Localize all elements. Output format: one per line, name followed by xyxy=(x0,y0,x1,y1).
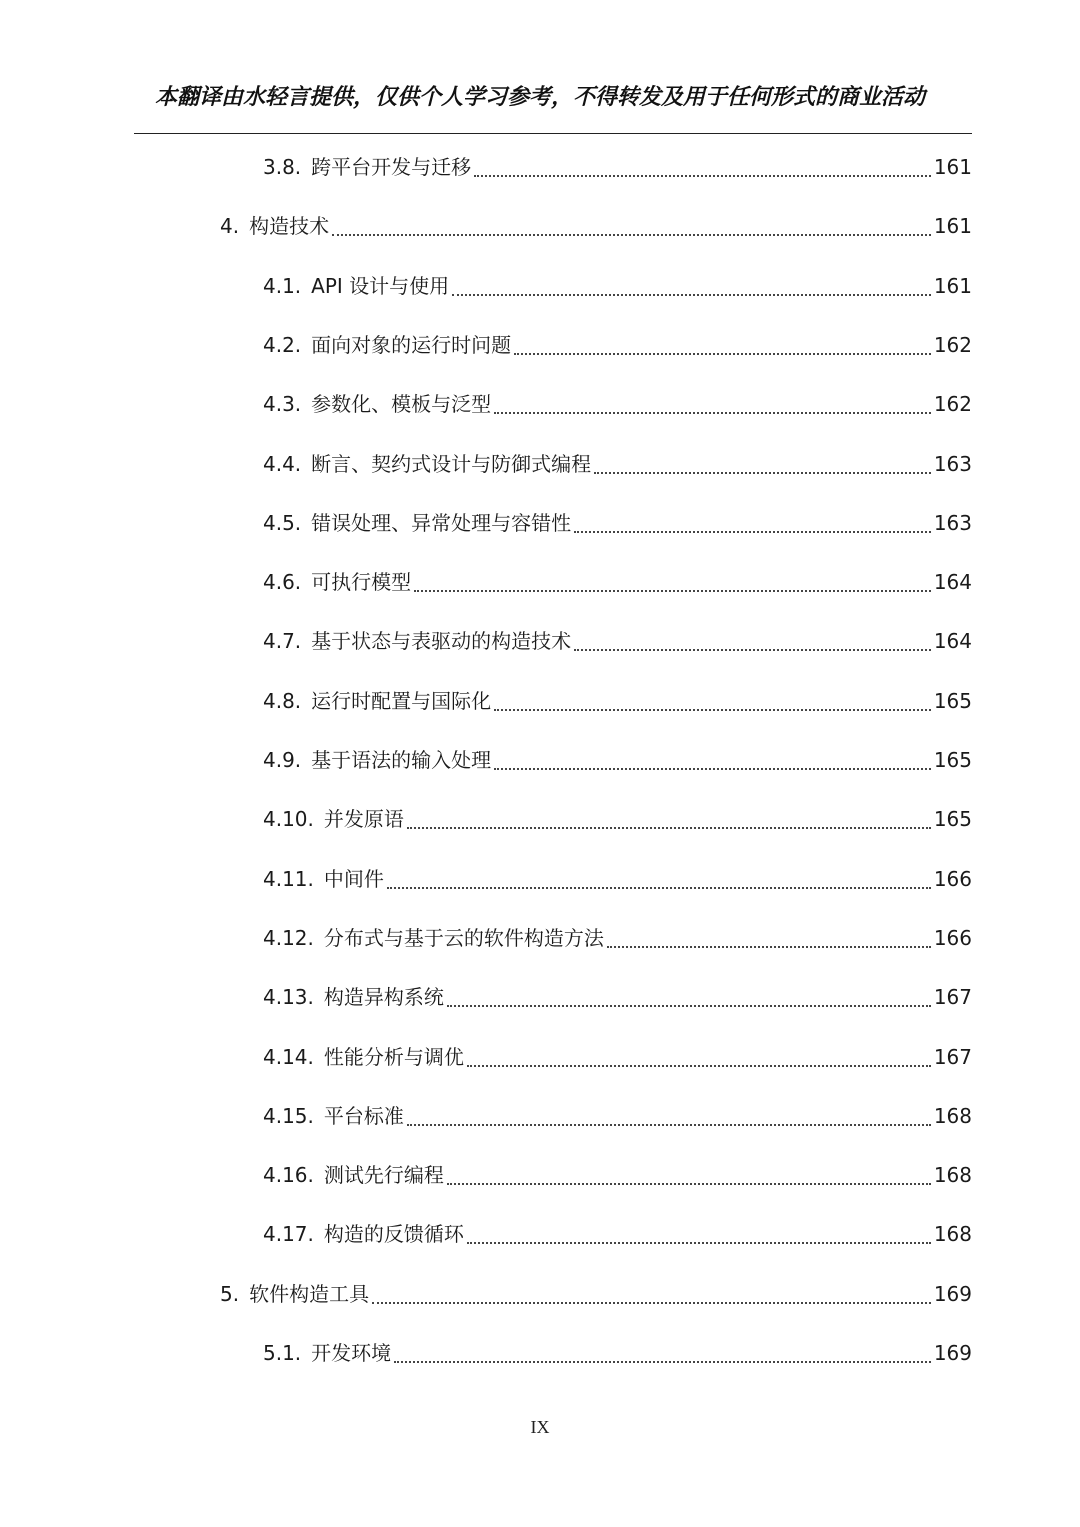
toc-entry-title: 跨平台开发与迁移 xyxy=(311,155,472,179)
toc-entry[interactable] xyxy=(220,211,972,241)
toc-entry-number: 4.1. xyxy=(263,273,302,298)
toc-entry-title: 构造的反馈循环 xyxy=(323,1222,464,1247)
toc-entry-title: 基于状态与表驱动的构造技术 xyxy=(311,629,572,654)
toc-dot-leader xyxy=(514,353,931,355)
toc-entry-title: 构造异构系统 xyxy=(323,985,444,1010)
toc-entry-number: 5.1. xyxy=(263,1341,302,1365)
toc-dot-leader xyxy=(414,590,931,592)
toc-entry-number: 4.10. xyxy=(263,807,314,832)
toc-dot-leader xyxy=(447,1183,931,1185)
toc-dot-leader xyxy=(407,827,931,829)
toc-entry-number: 4.2. xyxy=(263,332,302,357)
toc-entry[interactable] xyxy=(263,330,972,360)
page-number: IX xyxy=(530,1417,550,1437)
toc-entry[interactable] xyxy=(263,271,972,301)
toc-dot-leader xyxy=(394,1361,931,1363)
toc-entry-page: 162 xyxy=(933,392,972,417)
toc-entry[interactable] xyxy=(263,982,972,1012)
toc-entry[interactable] xyxy=(263,1338,972,1368)
toc-dot-leader xyxy=(494,768,931,770)
toc-entry[interactable] xyxy=(263,389,972,419)
toc-entry-title: 平台标准 xyxy=(323,1103,404,1128)
toc-entry-page: 164 xyxy=(933,570,972,595)
toc-entry-title: 可执行模型 xyxy=(311,570,412,595)
toc-entry-page: 165 xyxy=(933,688,972,713)
toc-entry-number: 4.13. xyxy=(263,985,314,1010)
toc-dot-leader xyxy=(494,412,931,414)
toc-entry-page: 169 xyxy=(933,1341,972,1365)
toc-entry-title: 构造技术 xyxy=(249,214,330,239)
toc-entry-title: 分布式与基于云的软件构造方法 xyxy=(323,925,604,950)
toc-entry-title: 测试先行编程 xyxy=(323,1163,444,1188)
toc-entry[interactable] xyxy=(263,864,972,894)
toc-entry[interactable] xyxy=(263,804,972,834)
toc-entry-page: 168 xyxy=(933,1163,972,1188)
toc-dot-leader xyxy=(387,887,931,889)
toc-entry[interactable] xyxy=(263,686,972,716)
toc-entry[interactable] xyxy=(263,626,972,656)
toc-entry-page: 166 xyxy=(933,866,972,891)
toc-entry-page: 165 xyxy=(933,807,972,832)
toc-entry-page: 161 xyxy=(933,155,972,179)
toc-entry-title: 中间件 xyxy=(323,866,384,891)
toc-entry-title: API 设计与使用 xyxy=(311,273,450,298)
toc-entry-page: 166 xyxy=(933,925,972,950)
toc-entry-page: 168 xyxy=(933,1222,972,1247)
header-notice: 本翻译由水轻言提供，仅供个人学习参考，不得转发及用于任何形式的商业活动 xyxy=(154,85,925,110)
toc-entry-title: 参数化、模板与泛型 xyxy=(311,392,492,417)
toc-entry-number: 4.3. xyxy=(263,392,302,417)
toc-dot-leader xyxy=(467,1242,931,1244)
toc-dot-leader xyxy=(332,234,931,236)
toc-entry-page: 163 xyxy=(933,510,972,535)
toc-dot-leader xyxy=(467,1065,931,1067)
toc-entry-number: 4.9. xyxy=(263,748,302,772)
toc-entry-page: 167 xyxy=(933,985,972,1010)
toc-entry-number: 4. xyxy=(220,214,240,239)
toc-entry[interactable] xyxy=(263,152,972,182)
toc-dot-leader xyxy=(474,175,931,177)
toc-entry-page: 167 xyxy=(933,1044,972,1069)
toc-entry-page: 163 xyxy=(933,451,972,476)
toc-entry-number: 4.7. xyxy=(263,629,302,654)
toc-entry[interactable] xyxy=(263,745,972,775)
toc-entry-title: 基于语法的输入处理 xyxy=(311,748,492,772)
toc-entry-title: 并发原语 xyxy=(323,807,404,832)
toc-entry-number: 4.16. xyxy=(263,1163,314,1188)
toc-entry-page: 165 xyxy=(933,748,972,772)
toc-entry[interactable] xyxy=(263,1042,972,1072)
toc-entry-title: 运行时配置与国际化 xyxy=(311,688,492,713)
toc-entry-number: 5. xyxy=(220,1281,240,1306)
toc-entry-number: 4.17. xyxy=(263,1222,314,1247)
toc-entry-page: 169 xyxy=(933,1281,972,1306)
toc-entry-page: 161 xyxy=(933,273,972,298)
toc-entry-number: 4.4. xyxy=(263,451,302,476)
toc-dot-leader xyxy=(574,531,931,533)
toc-dot-leader xyxy=(447,1005,931,1007)
toc-entry-number: 4.6. xyxy=(263,570,302,595)
toc-entry[interactable] xyxy=(263,1101,972,1131)
toc-entry-title: 断言、契约式设计与防御式编程 xyxy=(311,451,592,476)
toc-entry[interactable] xyxy=(263,567,972,597)
toc-entry-title: 性能分析与调优 xyxy=(323,1044,464,1069)
toc-entry-title: 软件构造工具 xyxy=(249,1281,370,1306)
toc-dot-leader xyxy=(452,294,931,296)
toc-entry-title: 开发环境 xyxy=(311,1341,392,1365)
toc-dot-leader xyxy=(594,472,931,474)
toc-entry-page: 164 xyxy=(933,629,972,654)
toc-entry-page: 161 xyxy=(933,214,972,239)
toc-entry[interactable] xyxy=(220,1279,972,1309)
toc-entry-number: 4.8. xyxy=(263,688,302,713)
toc-entry[interactable] xyxy=(263,508,972,538)
toc-entry-number: 3.8. xyxy=(263,155,302,179)
toc-entry-page: 168 xyxy=(933,1103,972,1128)
toc-dot-leader xyxy=(407,1124,931,1126)
toc-entry[interactable] xyxy=(263,1160,972,1190)
toc-entry-title: 面向对象的运行时问题 xyxy=(311,332,512,357)
toc-dot-leader xyxy=(372,1302,931,1304)
toc-entry-number: 4.14. xyxy=(263,1044,314,1069)
toc-entry[interactable] xyxy=(263,923,972,953)
toc-entry-number: 4.11. xyxy=(263,866,314,891)
toc-entry-number: 4.12. xyxy=(263,925,314,950)
toc-entry-number: 4.5. xyxy=(263,510,302,535)
toc-entry-title: 错误处理、异常处理与容错性 xyxy=(311,510,572,535)
toc-entry[interactable] xyxy=(263,449,972,479)
toc-dot-leader xyxy=(607,946,931,948)
toc-entry[interactable] xyxy=(263,1219,972,1249)
toc-entry-page: 162 xyxy=(933,332,972,357)
toc-entry-number: 4.15. xyxy=(263,1103,314,1128)
toc-dot-leader xyxy=(574,649,931,651)
toc-dot-leader xyxy=(494,709,931,711)
